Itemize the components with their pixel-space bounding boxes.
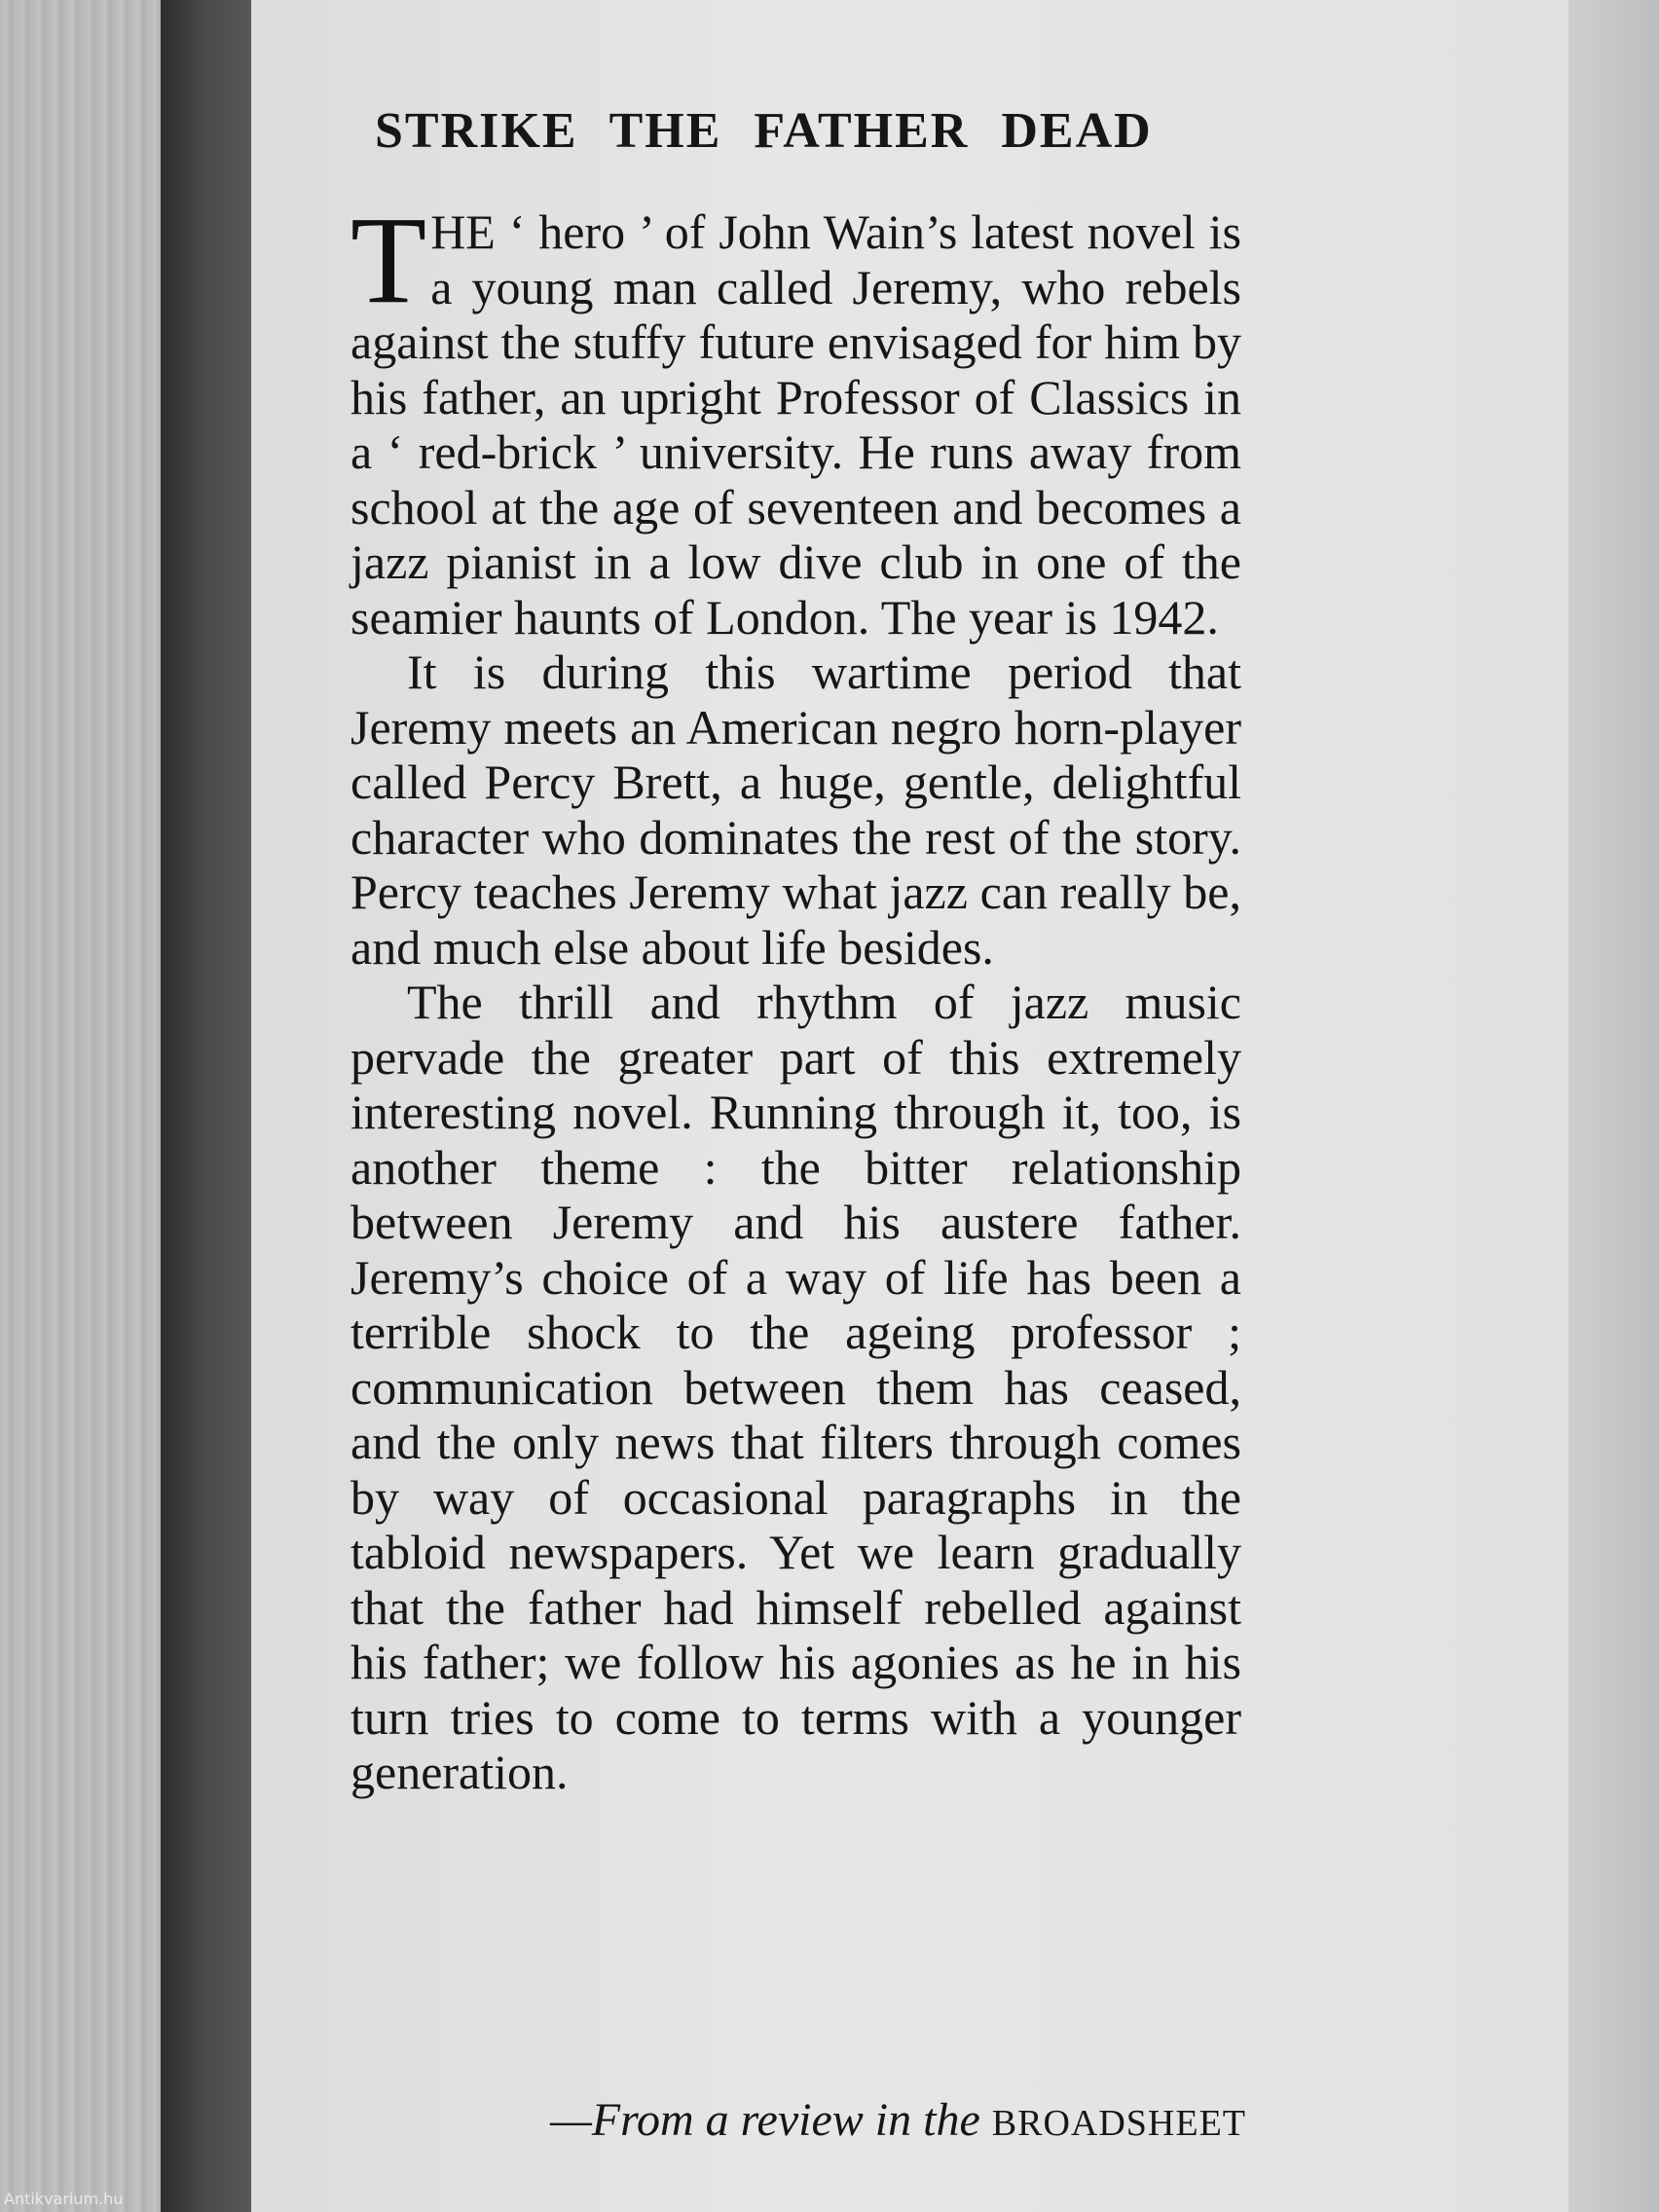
review-attribution — [399, 2093, 1246, 2147]
attribution-source: BROADSHEET — [991, 2103, 1246, 2144]
right-edge — [1567, 0, 1659, 2212]
drop-cap: T — [350, 191, 427, 329]
paragraph-1 — [350, 191, 1241, 645]
paragraph-1-text: HE ‘ hero ’ of John Wain’s latest novel is a young man called Jeremy, who rebels against the stuffy future envisaged for him by his father, an upright Professor of Classics in a ‘ red-brick ’ university. He runs away from school at the age of seventeen and becomes a jazz pianist in a low dive club in one of the seamier haunts of London. The year is 1942. — [350, 204, 1241, 645]
paragraph-2: It is during this wartime period that Jeremy meets an American negro horn-player called Percy Brett, a huge, gentle, delightful character who dominates the rest of the story. Percy teaches Jeremy what jazz can really be, and much else about life besides. — [350, 645, 1241, 975]
paragraph-3: The thrill and rhythm of jazz music pervade the greater part of this extremely interesting novel. Running through it, too, is another theme : the bitter relationship between Jeremy and his austere father. Jeremy’s choice of a way of life has been a terrible shock to the ageing professor ; communication between them has ceased, and the only news that filters through comes by way of occasional paragraphs in the tabloid newspapers. Yet we learn gradually that the father had himself rebelled against his father; we follow his agonies as he in his turn tries to come to terms with a younger generation. — [350, 975, 1241, 1799]
book-title: STRIKE THE FATHER DEAD — [375, 103, 1153, 159]
background-surface — [0, 0, 166, 2212]
watermark: Antikvarium.hu — [4, 2190, 124, 2208]
attribution-prefix: —From a review in the — [550, 2094, 980, 2146]
book-spine — [161, 0, 258, 2212]
blurb-text — [350, 191, 1241, 1800]
